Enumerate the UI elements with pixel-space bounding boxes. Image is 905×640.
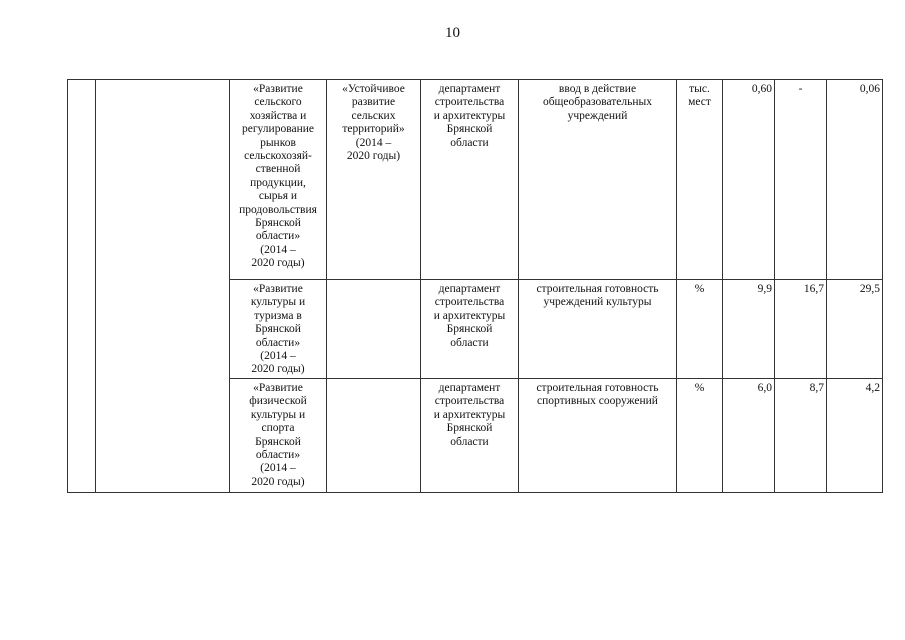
unit-cell: % (677, 379, 723, 493)
row-number-cell (68, 80, 96, 493)
value-cell: 6,0 (723, 379, 775, 493)
responsible-cell: департамент строительства и архитектуры Брянской области (421, 280, 519, 379)
blank-cell (96, 80, 230, 493)
value-cell: 8,7 (775, 379, 827, 493)
value-cell: 16,7 (775, 280, 827, 379)
value-cell: 29,5 (827, 280, 883, 379)
program-cell: «Развитие физической культуры и спорта Брянской области» (2014 – 2020 годы) (230, 379, 327, 493)
indicator-cell: строительная готовность спортивных сооружений (519, 379, 677, 493)
indicator-cell: ввод в действие общеобразовательных учреждений (519, 80, 677, 280)
subprogram-cell (327, 280, 421, 379)
subprogram-cell (327, 379, 421, 493)
page-number: 10 (445, 25, 460, 41)
program-cell: «Развитие сельского хозяйства и регулирование рынков сельскохозяй- ственной продукции, сырья и продовольствия Брянской области» (2014 – 2020 годы) (230, 80, 327, 280)
program-cell: «Развитие культуры и туризма в Брянской области» (2014 – 2020 годы) (230, 280, 327, 379)
responsible-cell: департамент строительства и архитектуры Брянской области (421, 379, 519, 493)
responsible-cell: департамент строительства и архитектуры Брянской области (421, 80, 519, 280)
subprogram-cell: «Устойчивое развитие сельских территорий» (2014 – 2020 годы) (327, 80, 421, 280)
table-row (68, 80, 883, 280)
indicator-cell: строительная готовность учреждений культуры (519, 280, 677, 379)
program-table (67, 79, 883, 493)
value-cell: 0,06 (827, 80, 883, 280)
value-cell: - (775, 80, 827, 280)
unit-cell: % (677, 280, 723, 379)
value-cell: 9,9 (723, 280, 775, 379)
value-cell: 0,60 (723, 80, 775, 280)
unit-cell: тыс. мест (677, 80, 723, 280)
value-cell: 4,2 (827, 379, 883, 493)
